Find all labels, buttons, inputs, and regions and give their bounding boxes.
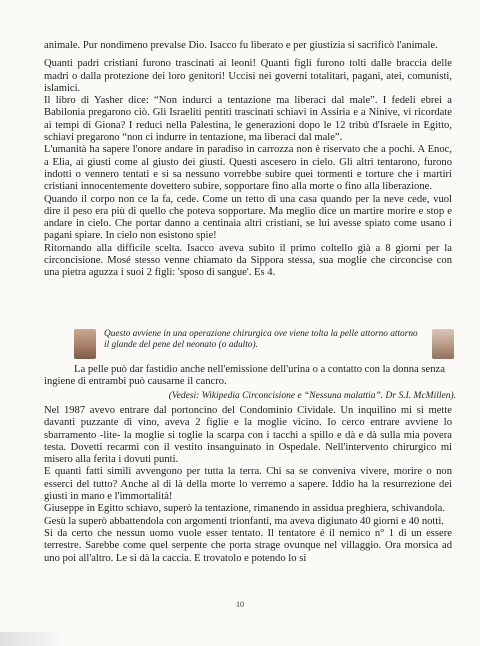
- paragraph: L'umanità ha sapere l'onore andare in paradiso in carrozza non è riservato che a pochi. A Enoc, a Elia, ai giusti come al giusto dei giusti. Questi ascesero in cielo. Gli altri tentarono, furono indotti o vennero tentati e si sa nessuno vorrebbe subire quei tormenti e torture che i martiri cristiani innocentemente dovettero subire, sopportare fino alla morte o fino alla liberazione.: [44, 144, 452, 193]
- figure-caption: Questo avviene in una operazione chirurgica ove viene tolta la pelle attorno attorno il glande del pene del neonato (o adulto).: [104, 329, 418, 350]
- paragraph: Gesù la superò abbattendola con argomenti trionfanti, ma aveva digiunato 40 giorni e 40 notti.: [44, 515, 444, 527]
- paragraph: Si da certo che nessun uomo vuole esser tentato. Il tentatore é il nemico n° 1 di un essere terrestre. Sarebbe come quel serpente che porta strage ovunque nel villaggio. Ora morsica ad uno poi all'altro. Le si dà la caccia. E trovatolo e potendo lo si: [44, 527, 452, 564]
- paragraph: E quanti fatti simili avvengono per tutta la terra. Chi sa se conveniva vivere, morire o non esserci del tutto? Anche al di là della morte lo verremo a sapere. Iddio ha la resurrezione dei giusti in mano e l'immortalità!: [44, 466, 452, 503]
- paragraph: Il libro di Yasher dice: “Non indurci a tentazione ma liberaci dal male”. I fedeli ebrei a Babilonia pregarono ciò. Gli Israeliti pentiti trascinati schiavi in Assiria e a Ninive, vi ricordate ai tempi di Giona? I reduci nella Palestina, le generazioni dopo le 12 tribù d'Israele in Egitto, schiavi pregarono “non ci indurre in tentazione, ma liberaci dal male”.: [44, 95, 452, 144]
- scan-artifact: [0, 632, 60, 646]
- paragraph: animale. Pur nondimeno prevalse Dio. Isacco fu liberato e per giustizia si sacrificò l'animale.: [44, 40, 438, 51]
- page-number: 10: [236, 600, 244, 609]
- source-note: (Vedesi: Wikipedia Circoncisione e “Nessuna malattia”. Dr S.I. McMillen).: [168, 391, 456, 401]
- figure-row: [74, 329, 454, 361]
- paragraph: Ritornando alla difficile scelta. Isacco aveva subito il primo coltello già a 8 giorni per la circoncisione. Mosé stesso venne chiamato da Sippora stessa, sua moglie che circoncise con una pietra aguzza i suoi 2 figli: 'sposo di sangue'. Es 4.: [44, 242, 452, 279]
- text-block-bottom: [44, 405, 452, 565]
- text-block-top: [44, 40, 452, 280]
- figure-image-right: [432, 329, 454, 359]
- paragraph: Nel 1987 avevo entrare dal portoncino del Condominio Cividale. Un inquilino mi si mette davanti puzzante di vino, aveva 2 figlie e la moglie vicino. Io cerco entrare avviene lo sbarramento -lite- la moglie si toglie la scarpa con i tacchi a spillo e dà e dà sulla mia povera testa. Dovetti recarmi con il vestito insanguinato in Ospedale. Nell'intervento chirurgico mi misero alla ferita i dovuti punti.: [44, 405, 452, 466]
- paragraph: Giuseppe in Egitto schiavo, superò la tentazione, rimanendo in assidua preghiera, schivandola.: [44, 503, 445, 515]
- figure-image-left: [74, 329, 96, 359]
- paragraph-after-figure: La pelle può dar fastidio anche nell'emissione dell'urina o a contatto con la donna senza ingiene di entrambi può causarne il cancro.: [44, 364, 445, 388]
- paragraph: Quanti padri cristiani furono trascinati ai leoni! Quanti figli furono tolti dalle braccia delle madri o dalla protezione dei loro genitori! Uccisi nei governi totalitari, pagani, atei, comunisti, islamici.: [44, 58, 452, 94]
- paragraph: Quando il corpo non ce la fa, cede. Come un tetto di una casa quando per la neve cede, vuol dire il peso era più di quello che poteva sopportare. Ma meglio dice un martire morire e stop e andare in cielo. Che portar danno a centinaia altri cristiani, se lui avesse spiato come usano i pagani spiare. In cielo non esistono spie!: [44, 193, 452, 242]
